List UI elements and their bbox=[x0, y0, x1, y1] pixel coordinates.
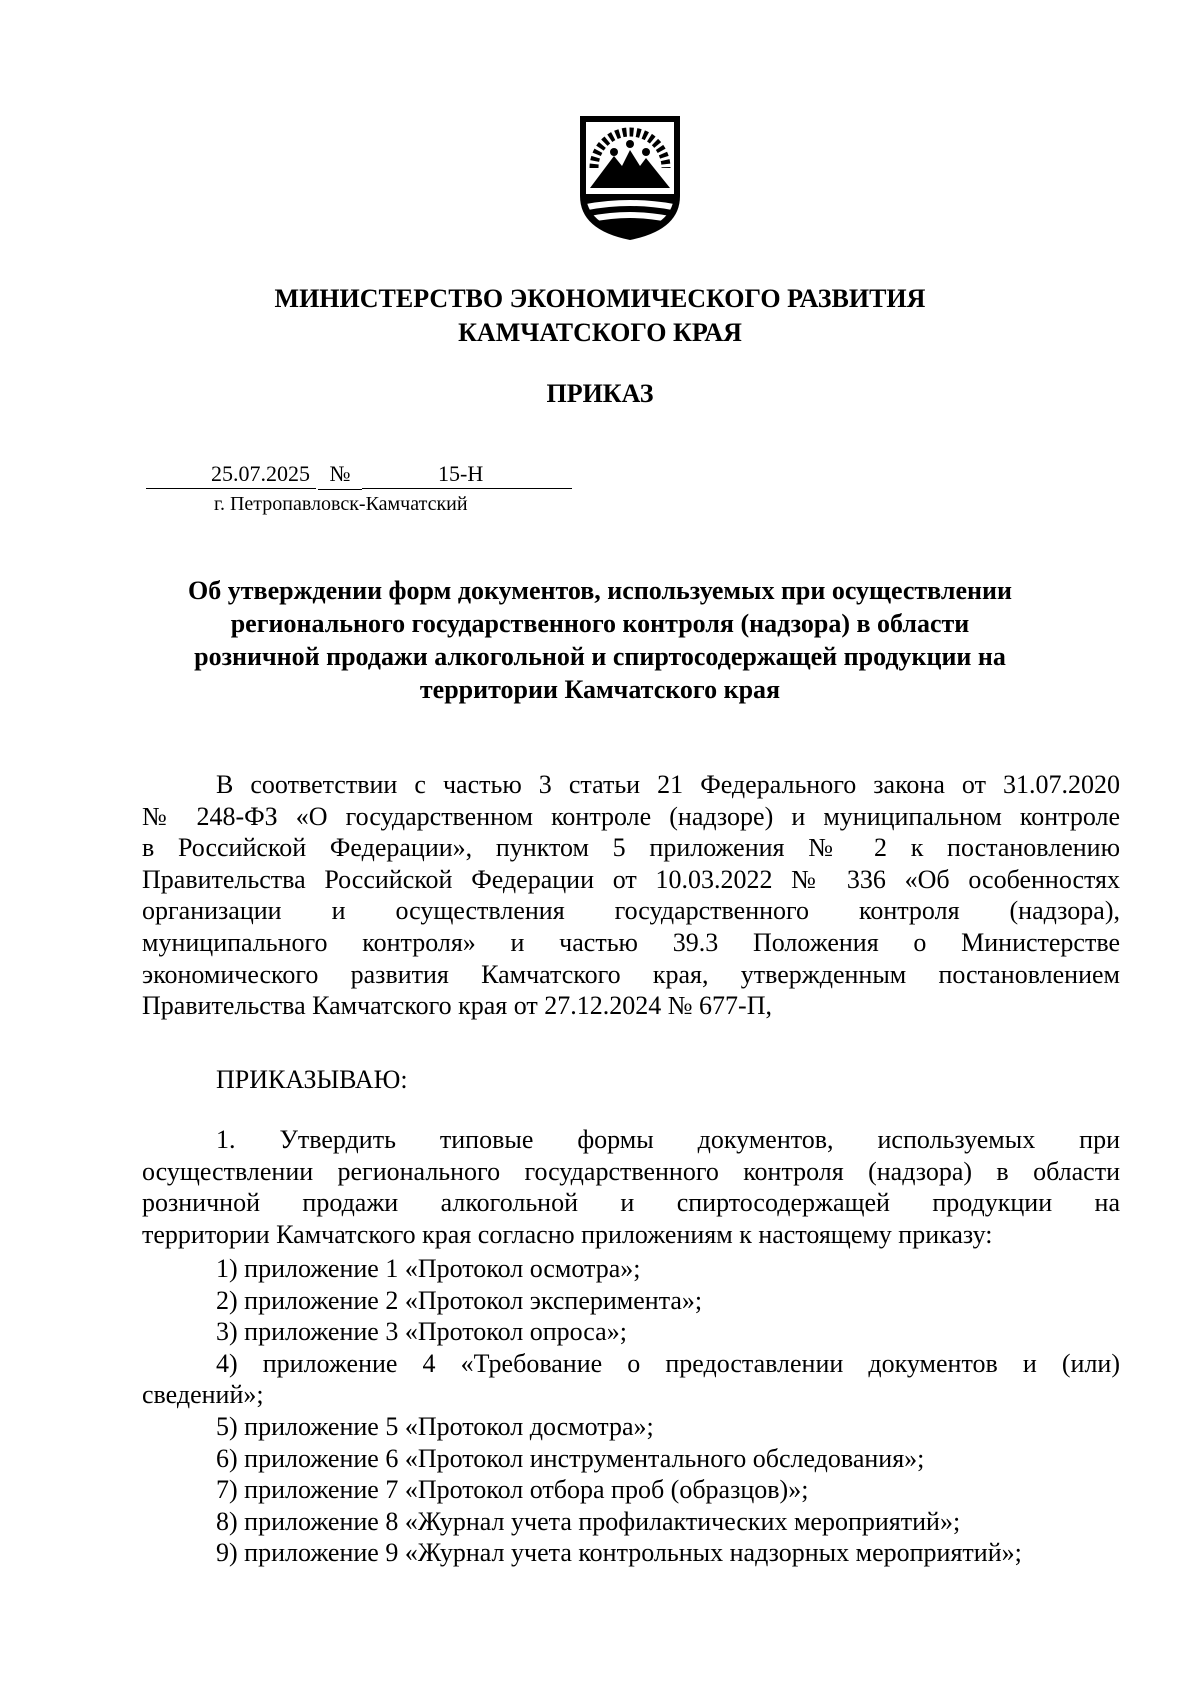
title-line: розничной продажи алкогольной и спиртосодержащей продукции на bbox=[194, 642, 1006, 671]
preamble-line: организации и осуществления государственного контроля (надзора), bbox=[142, 896, 1120, 926]
appendix-item: 4) приложение 4 «Требование о предоставлении документов и (или) bbox=[216, 1348, 1120, 1378]
preamble-line: В соответствии с частью 3 статьи 21 Федерального закона от 31.07.2020 bbox=[216, 770, 1120, 799]
clause-1-paragraph bbox=[142, 1124, 1120, 1250]
preamble-line: в Российской Федерации», пунктом 5 приложения № 2 к постановлению bbox=[142, 833, 1120, 863]
ministry-name-line-2: КАМЧАТСКОГО КРАЯ bbox=[458, 318, 742, 347]
title-line: территории Камчатского края bbox=[419, 675, 781, 704]
preamble-line: Правительства Российской Федерации от 10.03.2022 № 336 «Об особенностях bbox=[142, 864, 1120, 894]
clause-line: 1. Утвердить типовые формы документов, используемых при bbox=[216, 1125, 1120, 1154]
appendix-item: 3) приложение 3 «Протокол опроса»; bbox=[216, 1317, 627, 1347]
document-type-heading: ПРИКАЗ bbox=[546, 379, 654, 408]
title-line: Об утверждении форм документов, используемых при осуществлении bbox=[188, 576, 1012, 605]
appendix-item-continuation: сведений»; bbox=[142, 1380, 264, 1410]
clause-line: территории Камчатского края согласно приложениям к настоящему приказу: bbox=[142, 1219, 993, 1249]
title-line: регионального государственного контроля (надзора) в области bbox=[230, 609, 970, 638]
registration-number-label: № bbox=[318, 459, 362, 490]
preamble-paragraph bbox=[142, 769, 1120, 1022]
preamble-line: экономического развития Камчатского края, утвержденным постановлением bbox=[142, 959, 1120, 989]
document-title bbox=[120, 574, 1080, 706]
clause-line: розничной продажи алкогольной и спиртосодержащей продукции на bbox=[142, 1188, 1120, 1218]
clause-line: осуществлении регионального государственного контроля (надзора) в области bbox=[142, 1156, 1120, 1186]
ministry-name-line-1: МИНИСТЕРСТВО ЭКОНОМИЧЕСКОГО РАЗВИТИЯ bbox=[274, 284, 926, 313]
appendix-item: 6) приложение 6 «Протокол инструментального обследования»; bbox=[216, 1443, 925, 1473]
kamchatka-coat-of-arms-emblem bbox=[574, 112, 686, 242]
registration-date: 25.07.2025 bbox=[146, 459, 316, 489]
appendix-item: 2) приложение 2 «Протокол эксперимента»; bbox=[216, 1285, 703, 1315]
appendix-list bbox=[142, 1253, 1120, 1569]
preamble-line: Правительства Камчатского края от 27.12.2024 № 677-П, bbox=[142, 991, 772, 1021]
appendix-item: 9) приложение 9 «Журнал учета контрольных надзорных мероприятий»; bbox=[216, 1538, 1022, 1568]
appendix-item: 1) приложение 1 «Протокол осмотра»; bbox=[216, 1254, 641, 1283]
preamble-line: № 248-ФЗ «О государственном контроле (надзоре) и муниципальном контроле bbox=[142, 801, 1120, 831]
issuing-city: г. Петропавловск-Камчатский bbox=[214, 493, 468, 515]
appendix-item: 5) приложение 5 «Протокол досмотра»; bbox=[216, 1411, 654, 1441]
appendix-item: 7) приложение 7 «Протокол отбора проб (образцов)»; bbox=[216, 1475, 809, 1505]
decree-word: ПРИКАЗЫВАЮ: bbox=[216, 1065, 408, 1094]
registration-number: 15-Н bbox=[362, 459, 572, 489]
appendix-item: 8) приложение 8 «Журнал учета профилактических мероприятий»; bbox=[216, 1506, 961, 1536]
preamble-line: муниципального контроля» и частью 39.3 Положения о Министерстве bbox=[142, 927, 1120, 957]
